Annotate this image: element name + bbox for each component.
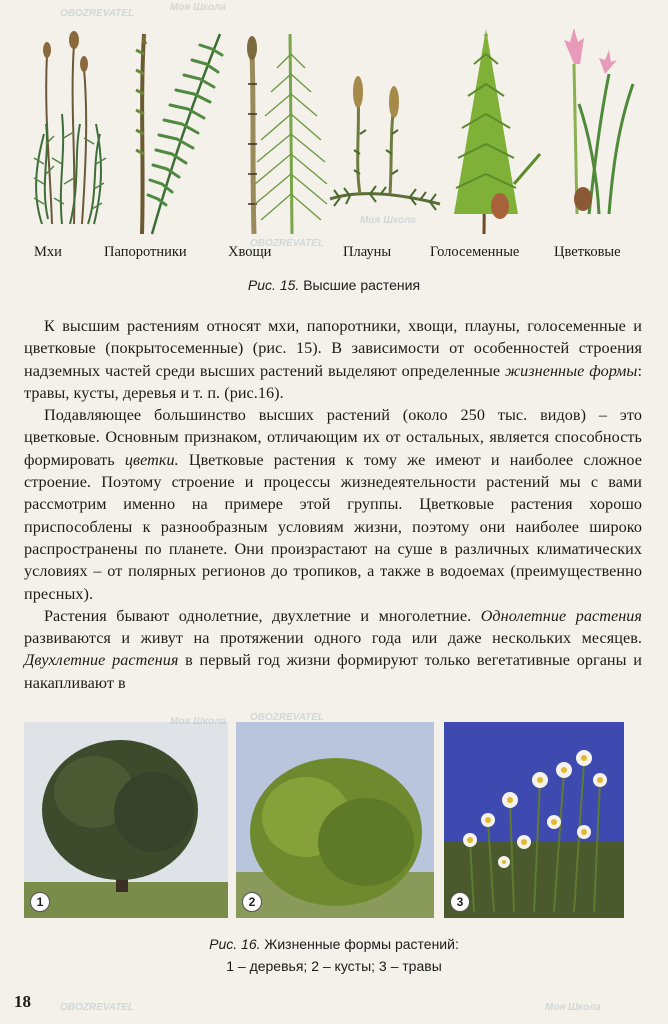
figure-higher-plants — [14, 14, 654, 244]
watermark: Моя Школа — [170, 2, 226, 13]
flowering-illustration — [549, 14, 649, 244]
photo-tree — [24, 722, 228, 918]
label-flowering: Цветковые — [554, 244, 621, 260]
watermark: Моя Школа — [170, 716, 226, 727]
photo-shrub — [236, 722, 434, 918]
fern-illustration — [122, 14, 232, 244]
clubmoss-illustration — [320, 14, 450, 244]
photo-grass-daisies — [444, 722, 624, 918]
label-clubmosses: Плауны — [343, 244, 392, 260]
watermark: Моя Школа — [360, 215, 416, 226]
watermark: OBOZREVATEL — [60, 1002, 135, 1013]
moss-illustration — [22, 14, 112, 244]
label-gymnosperms: Голосеменные — [430, 244, 520, 260]
watermark: OBOZREVATEL — [250, 712, 325, 723]
figure-16-caption — [0, 936, 668, 952]
caption-line-1: Жизненные формы растений: — [264, 936, 459, 952]
paragraph-2: Подавляющее большинство высших растений (около 250 тыс. видов) – это цветковые. Основным признаком, отличающим их от остальных, является способность формировать цветки. Цветковые растения к тому же имеют и наиболее сложное строение. Поэтому строение и процессы жизнедеятельности растений мы с вами рассмотрим именно на примере этой группы. Цветковые растения хорошо приспособлены к разнообразным условиям жизни, поэтому они наиболее широко распространены по планете. Они произрастают на суше в различных климатических условиях – от полярных регионов до тропиков, а также в водоемах (преимущественно пресных). — [24, 406, 642, 603]
caption-number: Рис. 16. — [209, 936, 261, 952]
label-mosses: Мхи — [34, 244, 62, 260]
figure-16-caption-line-2: 1 – деревья; 2 – кусты; 3 – травы — [226, 958, 442, 974]
watermark: Моя Школа — [545, 1002, 601, 1013]
watermark: OBOZREVATEL — [250, 238, 325, 249]
figure-15-caption — [0, 277, 668, 293]
body-text — [24, 315, 642, 694]
page-number: 18 — [14, 992, 31, 1011]
photo-number-1: 1 — [30, 892, 50, 912]
paragraph-3: Растения бывают однолетние, двухлетние и многолетние. Однолетние растения развиваются и живут на протяжении одного года или даже нескольких месяцев. Двухлетние растения в первый год жизни формируют только вегетативные органы и накапливают в — [24, 606, 642, 692]
gymnosperm-illustration — [444, 14, 544, 244]
caption-text: Высшие растения — [303, 277, 421, 293]
photo-number-2: 2 — [242, 892, 262, 912]
caption-number: Рис. 15. — [247, 277, 300, 293]
label-ferns: Папоротники — [104, 244, 187, 260]
paragraph-1: К высшим растениям относят мхи, папоротники, хвощи, плауны, голосеменные и цветковые (покрытосеменные) (рис. 15). В зависимости от особенностей строения надземных частей среди высших растений выделяют определенные жизненные формы: травы, кусты, деревья и т. п. (рис.16). — [24, 317, 643, 402]
watermark: OBOZREVATEL — [60, 8, 135, 19]
label-horsetails: Хвощи — [228, 244, 272, 260]
photo-number-3: 3 — [450, 892, 470, 912]
